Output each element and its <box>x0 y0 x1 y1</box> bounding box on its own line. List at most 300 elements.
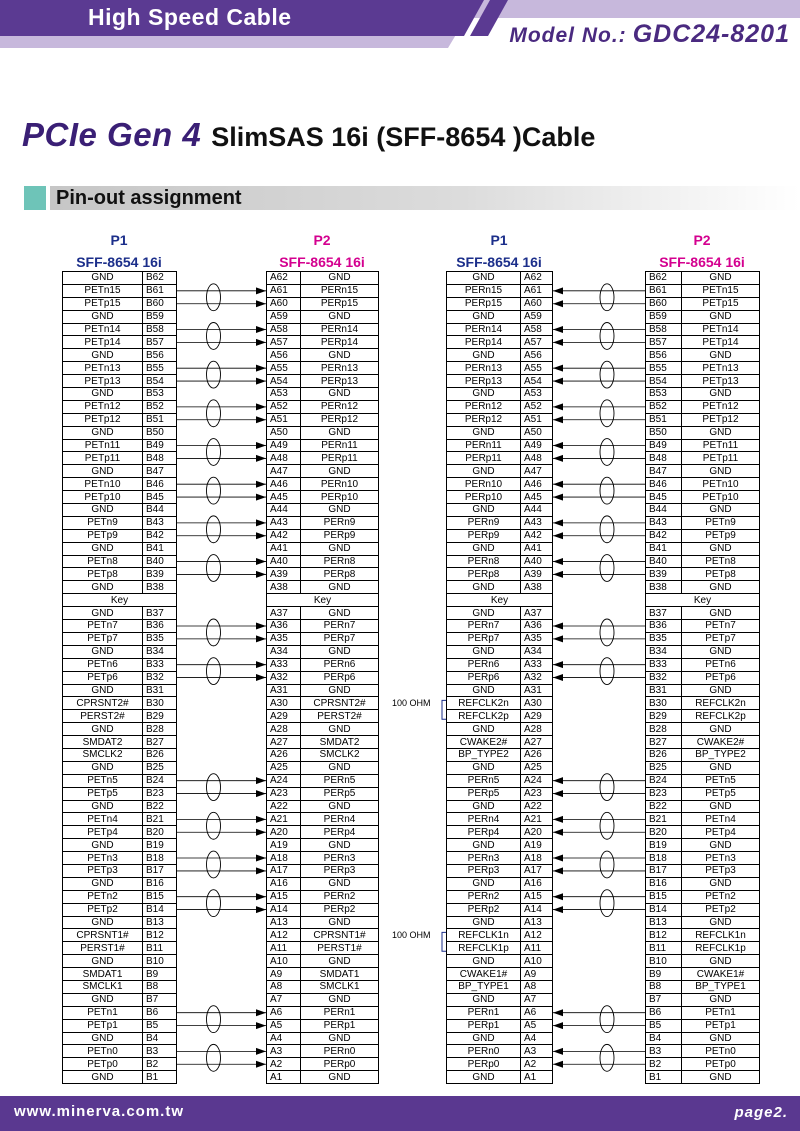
pin-cell: B42 <box>646 529 682 542</box>
signal-cell: PETp6 <box>63 671 143 684</box>
pin-row <box>267 388 379 401</box>
pin-cell: B51 <box>143 413 177 426</box>
pin-cell: A3 <box>521 1045 553 1058</box>
arrow-head <box>256 287 266 294</box>
pin-row <box>267 903 379 916</box>
arrow-head <box>256 829 266 836</box>
twisted-pair-oval <box>600 284 614 311</box>
pin-cell: A15 <box>521 890 553 903</box>
pin-row <box>267 426 379 439</box>
pin-row <box>447 529 553 542</box>
pin-cell: A48 <box>521 452 553 465</box>
arrow-head <box>553 532 563 539</box>
pin-row <box>646 710 760 723</box>
pin-cell: A4 <box>521 1032 553 1045</box>
pin-cell: A50 <box>521 426 553 439</box>
signal-cell: PETn14 <box>682 323 760 336</box>
twisted-pair-oval <box>600 477 614 504</box>
pin-row <box>447 491 553 504</box>
twisted-pair-oval <box>207 851 221 878</box>
arrow-head <box>553 494 563 501</box>
signal-cell: PERp1 <box>301 1019 379 1032</box>
key-cell: Key <box>63 594 177 607</box>
signal-cell: PETp10 <box>63 491 143 504</box>
signal-cell: PERp14 <box>447 336 521 349</box>
pin-cell: B35 <box>143 632 177 645</box>
signal-cell: GND <box>682 955 760 968</box>
pin-row <box>267 787 379 800</box>
signal-cell: GND <box>682 723 760 736</box>
signal-cell: PETp5 <box>63 787 143 800</box>
pin-row <box>267 864 379 877</box>
signal-cell: GND <box>447 955 521 968</box>
signal-cell: GND <box>63 723 143 736</box>
pin-cell: A8 <box>267 980 301 993</box>
pin-row <box>447 864 553 877</box>
signal-cell: PERp0 <box>447 1058 521 1071</box>
arrow-head <box>256 777 266 784</box>
pin-row <box>447 787 553 800</box>
arrow-head <box>553 1022 563 1029</box>
pin-row <box>646 388 760 401</box>
pin-row <box>267 697 379 710</box>
pin-cell: B45 <box>143 491 177 504</box>
pin-row <box>447 929 553 942</box>
pin-row <box>267 516 379 529</box>
key-cell: Key <box>447 594 553 607</box>
pin-row <box>646 826 760 839</box>
pin-row <box>267 968 379 981</box>
pin-row <box>646 736 760 749</box>
pin-row <box>63 1006 177 1019</box>
pin-row <box>267 929 379 942</box>
signal-cell: GND <box>301 272 379 285</box>
pin-row <box>63 852 177 865</box>
pin-row <box>646 323 760 336</box>
pin-cell: B34 <box>143 645 177 658</box>
pin-cell: B49 <box>646 439 682 452</box>
pin-row <box>267 1071 379 1084</box>
twisted-pair-oval <box>600 400 614 427</box>
pin-row <box>267 877 379 890</box>
pin-row <box>63 388 177 401</box>
signal-cell: GND <box>301 607 379 620</box>
signal-cell: PETn9 <box>63 516 143 529</box>
pin-row <box>447 452 553 465</box>
pin-row <box>646 1071 760 1084</box>
signal-cell: PERn2 <box>301 890 379 903</box>
pin-cell: B61 <box>143 284 177 297</box>
arrow-head <box>256 1061 266 1068</box>
pin-cell: A4 <box>267 1032 301 1045</box>
pin-row <box>267 594 379 607</box>
pin-row <box>447 555 553 568</box>
pin-cell: B7 <box>646 993 682 1006</box>
pin-cell: A40 <box>267 555 301 568</box>
pin-row <box>646 349 760 362</box>
pin-cell: B17 <box>646 864 682 877</box>
pin-row <box>267 478 379 491</box>
signal-cell: PETn9 <box>682 516 760 529</box>
signal-cell: PETn1 <box>63 1006 143 1019</box>
signal-cell: GND <box>301 839 379 852</box>
pin-row <box>447 813 553 826</box>
pin-cell: B49 <box>143 439 177 452</box>
pin-row <box>646 852 760 865</box>
pin-row <box>267 362 379 375</box>
pin-cell: A31 <box>521 684 553 697</box>
signal-cell: GND <box>63 1032 143 1045</box>
signal-cell: PERp8 <box>447 568 521 581</box>
pin-cell: B51 <box>646 413 682 426</box>
signal-cell: PETn8 <box>682 555 760 568</box>
pin-cell: B44 <box>646 504 682 517</box>
pin-cell: B16 <box>646 877 682 890</box>
pin-row <box>646 645 760 658</box>
arrow-head <box>256 1009 266 1016</box>
pin-row <box>646 916 760 929</box>
pin-row <box>63 774 177 787</box>
pin-cell: B39 <box>143 568 177 581</box>
pin-cell: A21 <box>521 813 553 826</box>
signal-cell: PERp1 <box>447 1019 521 1032</box>
signal-cell: CWAKE2# <box>682 736 760 749</box>
pin-row <box>267 774 379 787</box>
arrow-head <box>553 674 563 681</box>
pin-cell: B3 <box>646 1045 682 1058</box>
signal-cell: PETp7 <box>63 632 143 645</box>
pin-cell: B62 <box>646 272 682 285</box>
pin-cell: B16 <box>143 877 177 890</box>
signal-cell: GND <box>447 1032 521 1045</box>
signal-cell: CWAKE2# <box>447 736 521 749</box>
twisted-pair-oval <box>207 516 221 543</box>
signal-cell: GND <box>682 1032 760 1045</box>
signal-cell: REFCLK2n <box>447 697 521 710</box>
twisted-pair-oval <box>207 812 221 839</box>
twisted-pair-oval <box>600 774 614 801</box>
pin-row <box>63 697 177 710</box>
signal-cell: PETn15 <box>63 284 143 297</box>
signal-cell: PERn13 <box>447 362 521 375</box>
pin-row <box>447 658 553 671</box>
signal-cell: PETn0 <box>682 1045 760 1058</box>
arrow-head <box>256 365 266 372</box>
signal-cell: PETp11 <box>63 452 143 465</box>
signal-cell: GND <box>447 839 521 852</box>
signal-cell: GND <box>63 645 143 658</box>
signal-cell: SMCLK2 <box>63 748 143 761</box>
signal-cell: PETn12 <box>63 400 143 413</box>
pin-row <box>63 284 177 297</box>
footer-page-number: page2. <box>734 1104 788 1121</box>
arrow-head <box>256 494 266 501</box>
pin-row <box>447 478 553 491</box>
pin-cell: A11 <box>521 942 553 955</box>
pin-row <box>63 478 177 491</box>
pin-cell: B18 <box>646 852 682 865</box>
signal-cell: GND <box>301 1032 379 1045</box>
pin-cell: A49 <box>267 439 301 452</box>
pin-row <box>63 465 177 478</box>
signal-cell: SMDAT2 <box>301 736 379 749</box>
pin-cell: A44 <box>267 504 301 517</box>
signal-cell: GND <box>63 993 143 1006</box>
pin-cell: B41 <box>143 542 177 555</box>
pin-row <box>646 877 760 890</box>
signal-cell: PETn6 <box>682 658 760 671</box>
pin-cell: A35 <box>267 632 301 645</box>
signal-cell: GND <box>301 723 379 736</box>
right-p1-pin-table <box>446 271 553 1084</box>
pin-cell: B58 <box>143 323 177 336</box>
pin-row <box>63 555 177 568</box>
pin-cell: A62 <box>267 272 301 285</box>
pin-cell: B47 <box>646 465 682 478</box>
pin-row <box>646 1019 760 1032</box>
pin-cell: A53 <box>267 388 301 401</box>
pin-cell: A33 <box>521 658 553 671</box>
twisted-pair-oval <box>207 361 221 388</box>
pin-row <box>267 1045 379 1058</box>
pin-cell: A34 <box>267 645 301 658</box>
arrow-head <box>256 416 266 423</box>
signal-cell: PERn7 <box>301 620 379 633</box>
pin-cell: B54 <box>646 375 682 388</box>
pin-cell: B7 <box>143 993 177 1006</box>
pin-cell: B30 <box>143 697 177 710</box>
pin-cell: A18 <box>267 852 301 865</box>
pin-row <box>646 529 760 542</box>
signal-cell: PERp12 <box>301 413 379 426</box>
signal-cell: PERp15 <box>301 297 379 310</box>
arrow-head <box>256 378 266 385</box>
signal-cell: GND <box>447 310 521 323</box>
pin-row <box>646 362 760 375</box>
pin-cell: A39 <box>521 568 553 581</box>
pin-cell: A17 <box>521 864 553 877</box>
signal-cell: GND <box>301 542 379 555</box>
twisted-pair-oval <box>600 361 614 388</box>
pin-cell: A49 <box>521 439 553 452</box>
pin-row <box>646 864 760 877</box>
arrow-head <box>256 442 266 449</box>
signal-cell: PETn13 <box>63 362 143 375</box>
pin-row <box>646 594 760 607</box>
signal-cell: GND <box>447 465 521 478</box>
pin-cell: B21 <box>646 813 682 826</box>
pin-cell: A60 <box>521 297 553 310</box>
pin-row <box>646 581 760 594</box>
pin-row <box>646 1045 760 1058</box>
signal-cell: PETp8 <box>63 568 143 581</box>
model-number <box>509 20 790 49</box>
pin-row <box>447 684 553 697</box>
left-p1-name: P1 <box>110 232 128 248</box>
pin-row <box>267 284 379 297</box>
pin-cell: B22 <box>646 800 682 813</box>
pin-cell: A6 <box>267 1006 301 1019</box>
arrow-head <box>256 403 266 410</box>
pin-cell: B28 <box>143 723 177 736</box>
pin-cell: B33 <box>646 658 682 671</box>
pin-cell: A44 <box>521 504 553 517</box>
pin-cell: B41 <box>646 542 682 555</box>
right-p2-type: SFF-8654 16i <box>659 254 745 270</box>
pin-row <box>63 1019 177 1032</box>
arrow-head <box>553 571 563 578</box>
pin-cell: B43 <box>646 516 682 529</box>
signal-cell: PERn11 <box>301 439 379 452</box>
pin-row <box>646 336 760 349</box>
pin-cell: B32 <box>143 671 177 684</box>
pin-row <box>447 697 553 710</box>
right-p2-pin-table <box>645 271 760 1084</box>
pin-row <box>63 568 177 581</box>
twisted-pair-oval <box>600 851 614 878</box>
pin-row <box>447 748 553 761</box>
pin-cell: B21 <box>143 813 177 826</box>
pin-row <box>63 929 177 942</box>
pin-cell: A43 <box>267 516 301 529</box>
signal-cell: PERn15 <box>301 284 379 297</box>
arrow-head <box>553 661 563 668</box>
pin-row <box>646 413 760 426</box>
pin-row <box>267 336 379 349</box>
pin-cell: B4 <box>143 1032 177 1045</box>
signal-cell: GND <box>63 349 143 362</box>
signal-cell: REFCLK1p <box>447 942 521 955</box>
pin-row <box>447 375 553 388</box>
pin-row <box>267 723 379 736</box>
pin-cell: A5 <box>267 1019 301 1032</box>
pin-cell: B14 <box>646 903 682 916</box>
signal-cell: PERp7 <box>447 632 521 645</box>
pin-cell: B12 <box>143 929 177 942</box>
pin-row <box>267 826 379 839</box>
arrow-head <box>256 893 266 900</box>
pin-cell: A41 <box>267 542 301 555</box>
arrow-head <box>553 442 563 449</box>
pin-cell: A47 <box>267 465 301 478</box>
signal-cell: PETn15 <box>682 284 760 297</box>
pin-cell: A28 <box>521 723 553 736</box>
pin-cell: A39 <box>267 568 301 581</box>
pin-row <box>267 890 379 903</box>
pin-cell: A13 <box>267 916 301 929</box>
pin-row <box>447 607 553 620</box>
arrow-head <box>553 455 563 462</box>
signal-cell: PETp1 <box>682 1019 760 1032</box>
pin-row <box>646 542 760 555</box>
signal-cell: PETp15 <box>63 297 143 310</box>
pin-row <box>63 529 177 542</box>
pin-cell: B23 <box>646 787 682 800</box>
pin-row <box>267 1006 379 1019</box>
pin-cell: B29 <box>143 710 177 723</box>
signal-cell: PETp14 <box>63 336 143 349</box>
signal-cell: GND <box>301 761 379 774</box>
signal-cell: PETp2 <box>682 903 760 916</box>
signal-cell: PETp1 <box>63 1019 143 1032</box>
arrow-head <box>256 571 266 578</box>
pin-row <box>63 1032 177 1045</box>
pin-row <box>646 632 760 645</box>
pin-cell: A6 <box>521 1006 553 1019</box>
signal-cell: PETn13 <box>682 362 760 375</box>
pin-cell: B35 <box>646 632 682 645</box>
pin-row <box>646 272 760 285</box>
pin-row <box>447 620 553 633</box>
signal-cell: SMCLK1 <box>301 980 379 993</box>
pin-cell: A38 <box>267 581 301 594</box>
pin-row <box>63 748 177 761</box>
pin-row <box>646 684 760 697</box>
arrow-head <box>553 829 563 836</box>
arrow-head <box>256 1022 266 1029</box>
pin-row <box>447 761 553 774</box>
pin-cell: A51 <box>267 413 301 426</box>
signal-cell: PETn11 <box>63 439 143 452</box>
arrow-head <box>553 326 563 333</box>
pin-cell: B25 <box>143 761 177 774</box>
pin-row <box>267 1019 379 1032</box>
pin-row <box>267 761 379 774</box>
pin-row <box>447 903 553 916</box>
pin-cell: A45 <box>267 491 301 504</box>
pin-row <box>63 1058 177 1071</box>
pin-cell: B48 <box>646 452 682 465</box>
signal-cell: PETp2 <box>63 903 143 916</box>
signal-cell: PERn6 <box>301 658 379 671</box>
pin-row <box>63 632 177 645</box>
pin-row <box>267 375 379 388</box>
pin-cell: A23 <box>521 787 553 800</box>
pin-row <box>646 375 760 388</box>
pin-row <box>63 362 177 375</box>
signal-cell: CPRSNT2# <box>301 697 379 710</box>
pin-cell: A40 <box>521 555 553 568</box>
pin-cell: A37 <box>521 607 553 620</box>
pin-cell: B15 <box>143 890 177 903</box>
signal-cell: GND <box>63 684 143 697</box>
pin-cell: A35 <box>521 632 553 645</box>
pin-row <box>447 852 553 865</box>
pin-cell: B2 <box>143 1058 177 1071</box>
signal-cell: PERST1# <box>63 942 143 955</box>
pin-cell: A59 <box>521 310 553 323</box>
pin-cell: A27 <box>521 736 553 749</box>
pin-cell: A10 <box>267 955 301 968</box>
pin-row <box>646 723 760 736</box>
pin-cell: B6 <box>143 1006 177 1019</box>
signal-cell: PETp8 <box>682 568 760 581</box>
signal-cell: GND <box>301 800 379 813</box>
arrow-head <box>553 906 563 913</box>
signal-cell: PERn6 <box>447 658 521 671</box>
signal-cell: PERp11 <box>447 452 521 465</box>
pin-cell: A16 <box>521 877 553 890</box>
pin-cell: A56 <box>267 349 301 362</box>
pin-cell: B24 <box>646 774 682 787</box>
signal-cell: PETn3 <box>63 852 143 865</box>
signal-cell: GND <box>682 581 760 594</box>
pin-row <box>447 839 553 852</box>
signal-cell: GND <box>447 388 521 401</box>
pin-row <box>447 955 553 968</box>
signal-cell: PETn12 <box>682 400 760 413</box>
pin-row <box>267 852 379 865</box>
